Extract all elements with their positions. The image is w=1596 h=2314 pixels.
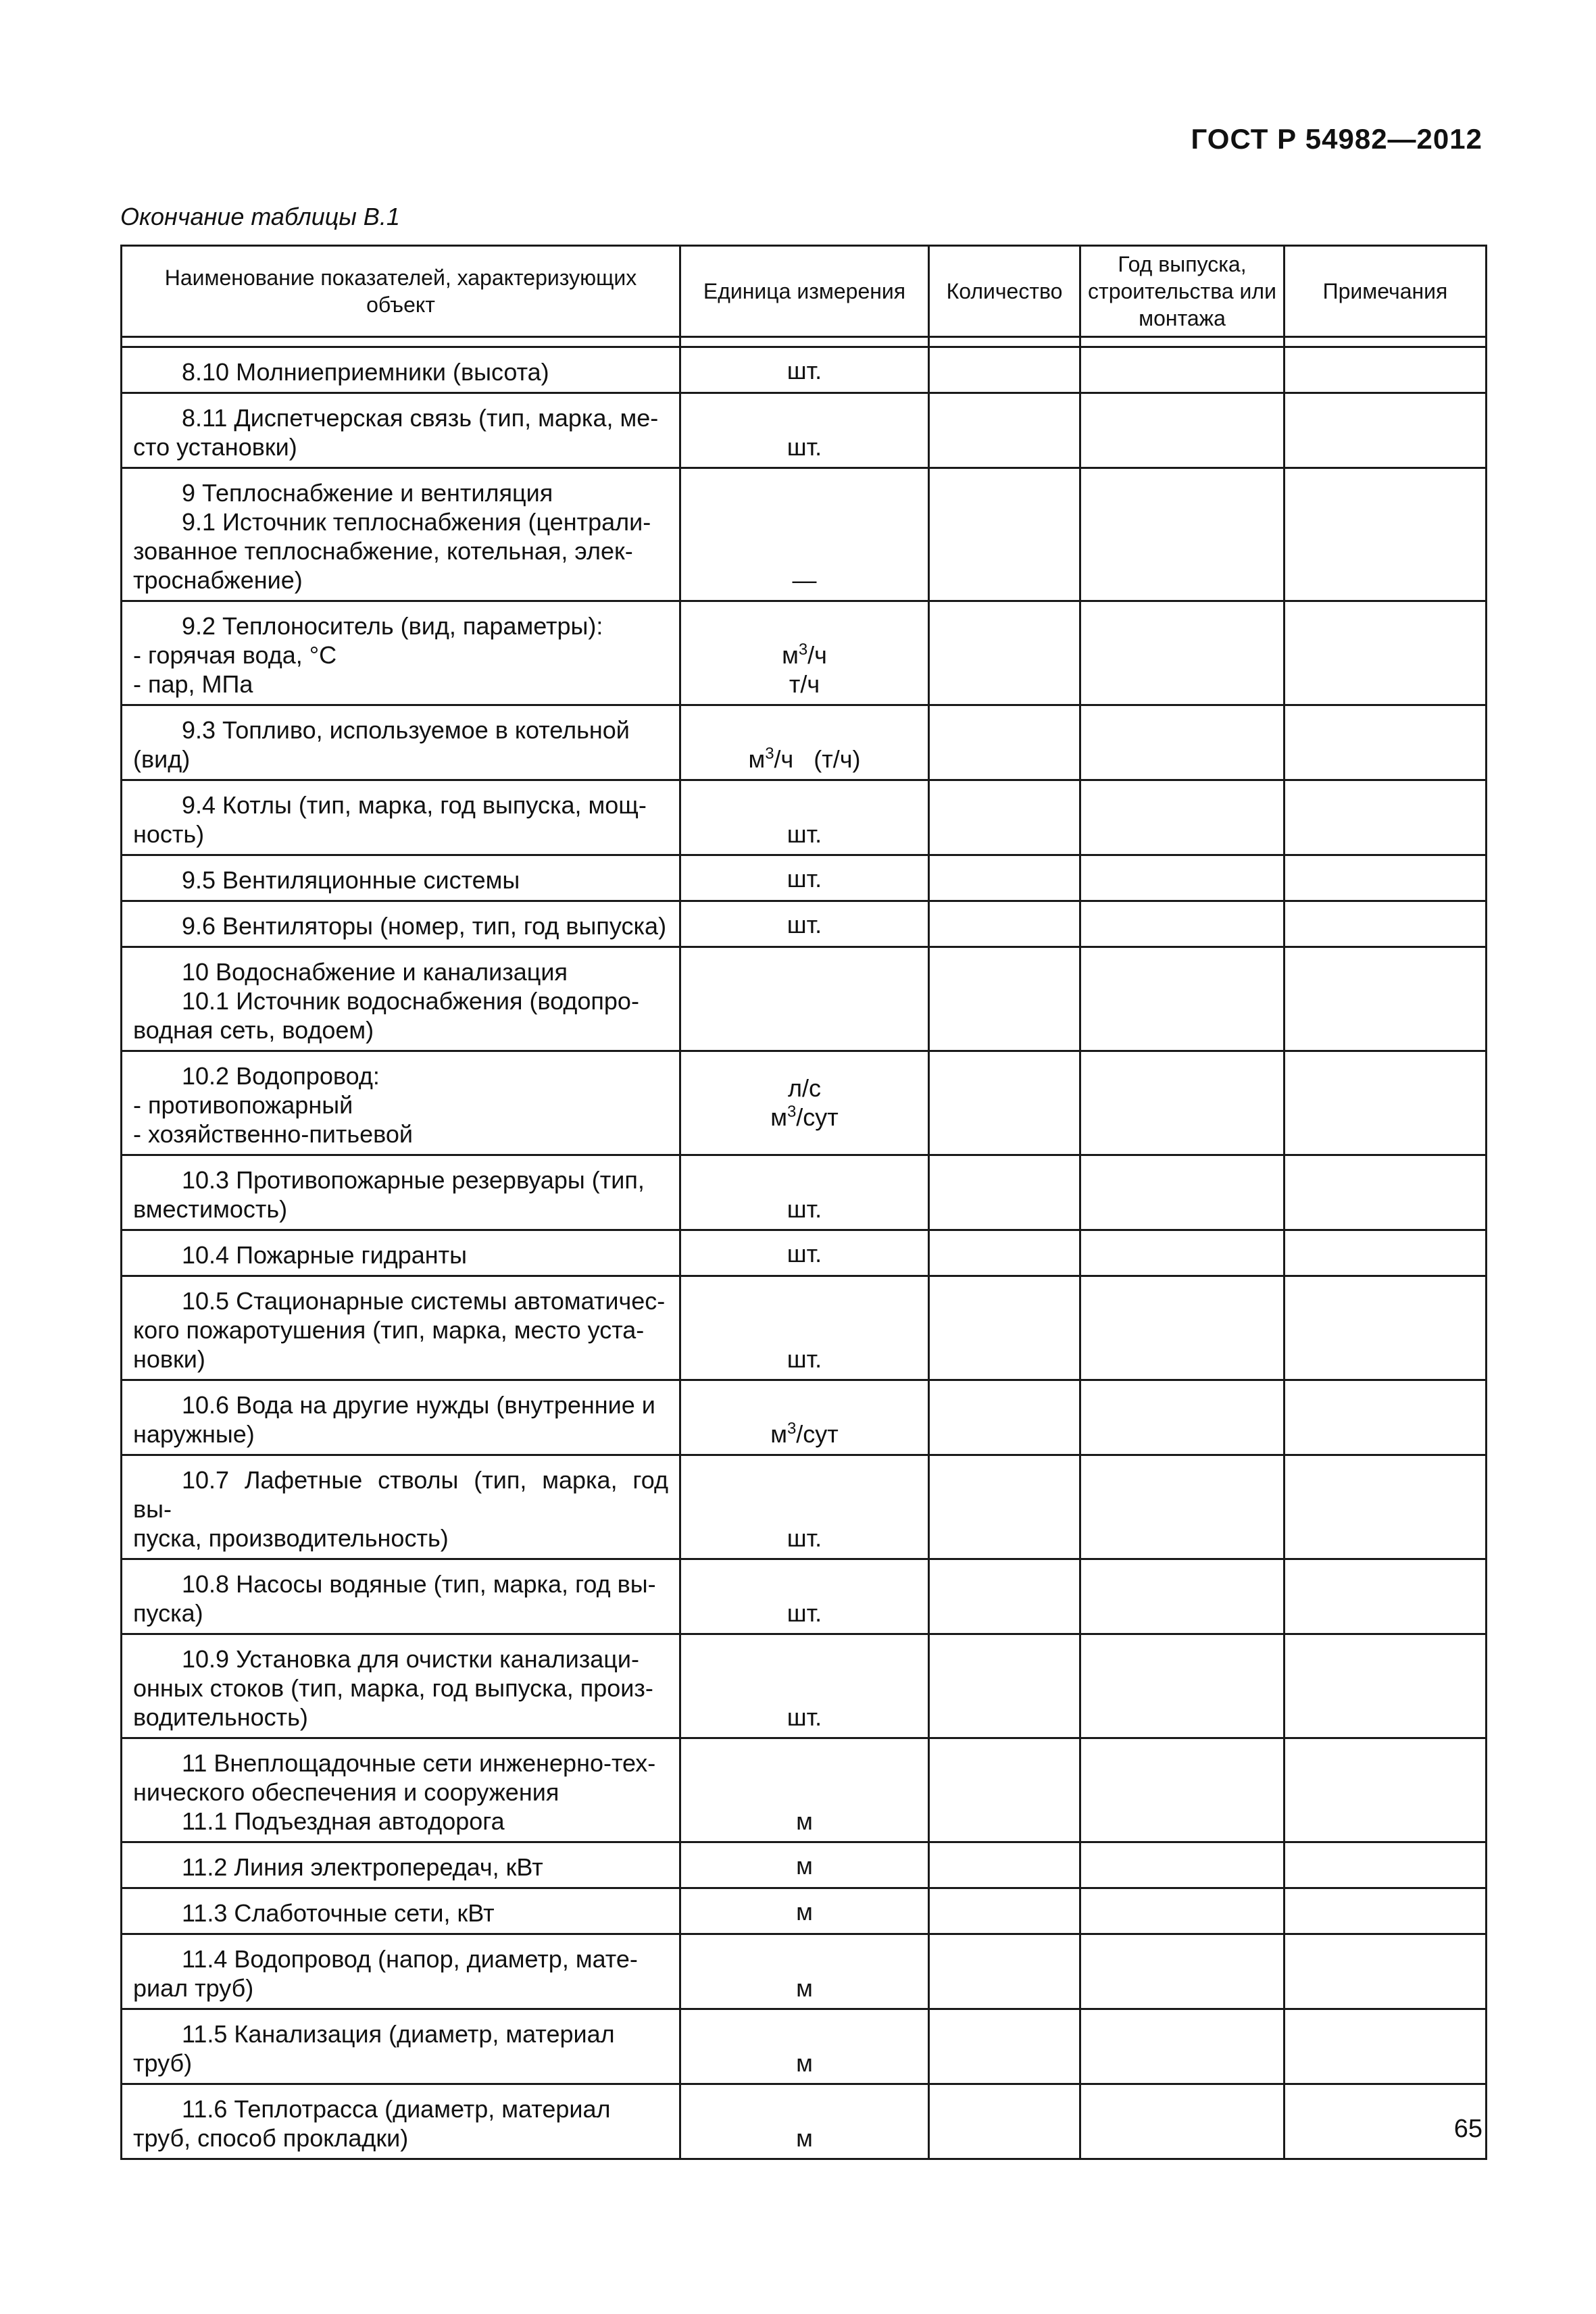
quantity-cell <box>929 393 1080 468</box>
quantity-cell <box>929 1888 1080 1934</box>
unit-cell <box>680 947 929 1051</box>
indicator-name-cell <box>122 780 680 855</box>
indicator-name-line: 10.2 Водопровод: <box>182 1062 380 1090</box>
table-row <box>122 1051 1487 1155</box>
indicator-name-line: 10.7 Лафетные стволы (тип, марка, год вы- <box>133 1466 668 1523</box>
indicator-name-line: сто установки) <box>133 433 297 461</box>
indicator-name-cell <box>122 1559 680 1634</box>
notes-cell <box>1285 1455 1487 1559</box>
indicator-name-cell <box>122 1230 680 1276</box>
table-row <box>122 347 1487 393</box>
column-header-unit: Единица измерения <box>680 246 929 337</box>
table-row <box>122 601 1487 705</box>
indicator-name-line: наружные) <box>133 1420 255 1448</box>
year-cell <box>1080 1455 1285 1559</box>
unit-cell <box>680 1934 929 2009</box>
year-cell <box>1080 947 1285 1051</box>
indicator-name-line: 8.11 Диспетчерская связь (тип, марка, ме- <box>182 404 659 432</box>
indicator-name-line: 10.3 Противопожарные резервуары (тип, <box>182 1166 645 1194</box>
notes-cell <box>1285 468 1487 601</box>
table-row <box>122 947 1487 1051</box>
indicator-name-cell <box>122 1888 680 1934</box>
unit-cell <box>680 601 929 705</box>
unit-value: $м^3/ч$ (т/ч) <box>748 745 861 773</box>
indicator-name-cell <box>122 1455 680 1559</box>
table-body <box>122 337 1487 2159</box>
notes-cell <box>1285 1051 1487 1155</box>
year-cell <box>1080 901 1285 947</box>
notes-cell <box>1285 947 1487 1051</box>
indicator-name-line: труб, способ прокладки) <box>133 2124 409 2152</box>
table-row <box>122 2084 1487 2159</box>
quantity-cell <box>929 1634 1080 1738</box>
indicator-name-line: 11.6 Теплотрасса (диаметр, материал <box>182 2095 611 2123</box>
notes-cell <box>1285 393 1487 468</box>
unit-value: шт. <box>787 865 822 892</box>
unit-cell <box>680 1888 929 1934</box>
quantity-cell <box>929 1842 1080 1888</box>
indicator-name-line: ность) <box>133 820 205 848</box>
table-row <box>122 901 1487 947</box>
indicator-name-line: троснабжение) <box>133 566 303 594</box>
quantity-cell <box>929 780 1080 855</box>
unit-value: $м^3$/сут <box>770 1419 839 1448</box>
indicator-name-cell <box>122 1276 680 1380</box>
unit-cell <box>680 1634 929 1738</box>
page-number: 65 <box>1453 2115 1482 2143</box>
indicator-name-cell <box>122 1842 680 1888</box>
quantity-cell <box>929 1559 1080 1634</box>
notes-cell <box>1285 1155 1487 1230</box>
table-row <box>122 855 1487 901</box>
indicator-name-line: 10.6 Вода на другие нужды (внутренние и <box>182 1391 655 1419</box>
notes-cell <box>1285 1634 1487 1738</box>
table-row <box>122 468 1487 601</box>
indicator-name-line: риал труб) <box>133 1974 254 2002</box>
indicator-name-line: зованное теплоснабжение, котельная, элек- <box>133 537 633 565</box>
table-row <box>122 1738 1487 1842</box>
unit-value: $м^3/ч$ <box>782 640 827 669</box>
column-header-name: Наименование показателей, характеризующих объект <box>122 246 680 337</box>
year-cell <box>1080 1842 1285 1888</box>
table-row <box>122 780 1487 855</box>
year-cell <box>1080 1738 1285 1842</box>
indicator-name-cell <box>122 705 680 780</box>
unit-cell <box>680 1738 929 1842</box>
unit-cell <box>680 1380 929 1455</box>
indicator-name-cell <box>122 1155 680 1230</box>
table-row <box>122 1888 1487 1934</box>
column-header-quantity: Количество <box>929 246 1080 337</box>
indicator-name-line: 10 Водоснабжение и канализация <box>182 958 568 986</box>
quantity-cell <box>929 855 1080 901</box>
notes-cell <box>1285 780 1487 855</box>
indicator-name-line: новки) <box>133 1345 205 1373</box>
notes-cell <box>1285 1230 1487 1276</box>
indicator-name-line: 8.10 Молниеприемники (высота) <box>182 358 549 386</box>
quantity-cell <box>929 1934 1080 2009</box>
indicator-name-line: 11.3 Слаботочные сети, кВт <box>182 1899 495 1927</box>
year-cell <box>1080 1276 1285 1380</box>
unit-cell <box>680 1559 929 1634</box>
indicator-name-cell <box>122 1380 680 1455</box>
notes-cell <box>1285 1276 1487 1380</box>
indicator-name-line: 9.2 Теплоноситель (вид, параметры): <box>182 612 603 640</box>
quantity-cell <box>929 705 1080 780</box>
notes-cell <box>1285 2009 1487 2084</box>
indicator-name-line: 9.3 Топливо, используемое в котельной <box>182 716 630 744</box>
year-cell <box>1080 1230 1285 1276</box>
unit-value: шт. <box>787 1240 822 1267</box>
table-caption: Окончание таблицы В.1 <box>120 203 400 230</box>
year-cell <box>1080 1559 1285 1634</box>
notes-cell <box>1285 855 1487 901</box>
unit-cell <box>680 393 929 468</box>
unit-value: м <box>796 2124 813 2152</box>
unit-cell <box>680 1230 929 1276</box>
table-row <box>122 1230 1487 1276</box>
table-row <box>122 1634 1487 1738</box>
indicator-name-line: 10.9 Установка для очистки канализаци- <box>182 1645 640 1673</box>
indicator-name-line: 11.2 Линия электропередач, кВт <box>182 1853 543 1881</box>
table-row <box>122 1380 1487 1455</box>
indicator-name-cell <box>122 947 680 1051</box>
unit-cell <box>680 468 929 601</box>
table-row <box>122 393 1487 468</box>
unit-value: м <box>796 1974 813 2002</box>
indicator-name-line: 9.4 Котлы (тип, марка, год выпуска, мощ- <box>182 791 647 819</box>
quantity-cell <box>929 468 1080 601</box>
year-cell <box>1080 855 1285 901</box>
unit-cell <box>680 705 929 780</box>
unit-cell <box>680 780 929 855</box>
indicator-name-cell <box>122 1934 680 2009</box>
indicator-name-line: 10.1 Источник водоснабжения (водопро- <box>182 987 639 1015</box>
indicator-name-line: 10.5 Стационарные системы автоматичес- <box>182 1287 666 1315</box>
column-header-year: Год выпуска, строительства или монтажа <box>1080 246 1285 337</box>
indicator-name-cell <box>122 1634 680 1738</box>
indicator-name-cell <box>122 1738 680 1842</box>
unit-cell <box>680 1051 929 1155</box>
unit-value: шт. <box>787 1599 822 1627</box>
indicator-name-line: 11.4 Водопровод (напор, диаметр, мате- <box>182 1945 638 1973</box>
unit-cell <box>680 1276 929 1380</box>
indicator-name-cell <box>122 855 680 901</box>
quantity-cell <box>929 947 1080 1051</box>
unit-value: $м^3$/сут <box>770 1102 839 1131</box>
year-cell <box>1080 1934 1285 2009</box>
unit-cell <box>680 2084 929 2159</box>
indicator-name-line: 11.5 Канализация (диаметр, материал <box>182 2020 615 2048</box>
year-cell <box>1080 705 1285 780</box>
year-cell <box>1080 1155 1285 1230</box>
indicator-name-line: 9 Теплоснабжение и вентиляция <box>182 479 553 507</box>
indicator-name-line: труб) <box>133 2049 193 2077</box>
unit-value: шт. <box>787 1195 822 1223</box>
quantity-cell <box>929 601 1080 705</box>
unit-value: т/ч <box>789 670 820 698</box>
indicator-name-cell <box>122 393 680 468</box>
table-row <box>122 1934 1487 2009</box>
indicator-name-line: - хозяйственно-питьевой <box>133 1120 414 1148</box>
table-header-row <box>122 246 1487 337</box>
year-cell <box>1080 2009 1285 2084</box>
unit-value: шт. <box>787 433 822 461</box>
year-cell <box>1080 601 1285 705</box>
table-row <box>122 1559 1487 1634</box>
indicators-table <box>120 245 1487 2160</box>
notes-cell <box>1285 1934 1487 2009</box>
indicator-name-cell <box>122 347 680 393</box>
quantity-cell <box>929 1051 1080 1155</box>
indicator-name-line: 10.8 Насосы водяные (тип, марка, год вы- <box>182 1570 656 1598</box>
indicator-name-line: водная сеть, водоем) <box>133 1016 374 1044</box>
notes-cell <box>1285 1888 1487 1934</box>
unit-value: шт. <box>787 357 822 384</box>
indicator-name-line: пуска) <box>133 1599 203 1627</box>
quantity-cell <box>929 901 1080 947</box>
notes-cell <box>1285 1380 1487 1455</box>
indicator-name-line: 9.5 Вентиляционные системы <box>182 866 520 894</box>
indicator-name-cell <box>122 601 680 705</box>
notes-cell <box>1285 1559 1487 1634</box>
year-cell <box>1080 1888 1285 1934</box>
quantity-cell <box>929 1276 1080 1380</box>
unit-value: шт. <box>787 911 822 938</box>
indicator-name-cell <box>122 2009 680 2084</box>
indicator-name-cell <box>122 1051 680 1155</box>
indicator-name-cell <box>122 2084 680 2159</box>
table-row <box>122 705 1487 780</box>
indicator-name-line: - пар, МПа <box>133 670 253 698</box>
quantity-cell <box>929 1380 1080 1455</box>
unit-value: — <box>792 566 817 594</box>
unit-value: шт. <box>787 820 822 848</box>
table-row <box>122 2009 1487 2084</box>
header-separator-row <box>122 337 1487 347</box>
unit-cell <box>680 2009 929 2084</box>
notes-cell <box>1285 901 1487 947</box>
year-cell <box>1080 780 1285 855</box>
indicator-name-line: 9.1 Источник теплоснабжения (централи- <box>182 508 651 536</box>
notes-cell <box>1285 705 1487 780</box>
indicator-name-line: (вид) <box>133 745 191 773</box>
indicator-name-line: - противопожарный <box>133 1091 353 1119</box>
quantity-cell <box>929 1738 1080 1842</box>
unit-value: шт. <box>787 1345 822 1373</box>
unit-value: м <box>796 1852 813 1880</box>
indicator-name-line: кого пожаротушения (тип, марка, место уста- <box>133 1316 645 1344</box>
quantity-cell <box>929 1455 1080 1559</box>
unit-value: шт. <box>787 1524 822 1552</box>
table-row <box>122 1276 1487 1380</box>
table-row <box>122 1455 1487 1559</box>
indicator-name-cell <box>122 901 680 947</box>
table-row <box>122 1842 1487 1888</box>
year-cell <box>1080 1051 1285 1155</box>
year-cell <box>1080 347 1285 393</box>
indicator-name-line: 10.4 Пожарные гидранты <box>182 1241 467 1269</box>
indicator-name-line: - горячая вода, °С <box>133 641 337 669</box>
indicator-name-line: пуска, производительность) <box>133 1524 449 1552</box>
unit-cell <box>680 1842 929 1888</box>
unit-value: м <box>796 1898 813 1926</box>
indicator-name-line: онных стоков (тип, марка, год выпуска, произ- <box>133 1674 653 1702</box>
indicator-name-line: 9.6 Вентиляторы (номер, тип, год выпуска) <box>182 912 667 940</box>
unit-value: л/с <box>787 1074 821 1102</box>
indicator-name-line: 11 Внеплощадочные сети инженерно-тех- <box>182 1749 656 1777</box>
indicator-name-cell <box>122 468 680 601</box>
unit-value: шт. <box>787 1703 822 1731</box>
notes-cell <box>1285 1738 1487 1842</box>
unit-cell <box>680 901 929 947</box>
unit-cell <box>680 855 929 901</box>
quantity-cell <box>929 1230 1080 1276</box>
notes-cell <box>1285 1842 1487 1888</box>
unit-cell <box>680 1155 929 1230</box>
notes-cell <box>1285 601 1487 705</box>
unit-cell <box>680 347 929 393</box>
unit-cell <box>680 1455 929 1559</box>
indicator-name-line: водительность) <box>133 1703 308 1731</box>
column-header-notes: Примечания <box>1285 246 1487 337</box>
quantity-cell <box>929 2009 1080 2084</box>
year-cell <box>1080 468 1285 601</box>
notes-cell <box>1285 347 1487 393</box>
quantity-cell <box>929 1155 1080 1230</box>
year-cell <box>1080 2084 1285 2159</box>
table-row <box>122 1155 1487 1230</box>
unit-value: м <box>796 2049 813 2077</box>
year-cell <box>1080 393 1285 468</box>
quantity-cell <box>929 347 1080 393</box>
indicator-name-line: 11.1 Подъездная автодорога <box>182 1807 505 1835</box>
unit-value: м <box>796 1807 813 1835</box>
quantity-cell <box>929 2084 1080 2159</box>
standard-designation: ГОСТ Р 54982—2012 <box>1191 123 1482 155</box>
year-cell <box>1080 1634 1285 1738</box>
indicator-name-line: вместимость) <box>133 1195 288 1223</box>
year-cell <box>1080 1380 1285 1455</box>
indicator-name-line: нического обеспечения и сооружения <box>133 1778 559 1806</box>
